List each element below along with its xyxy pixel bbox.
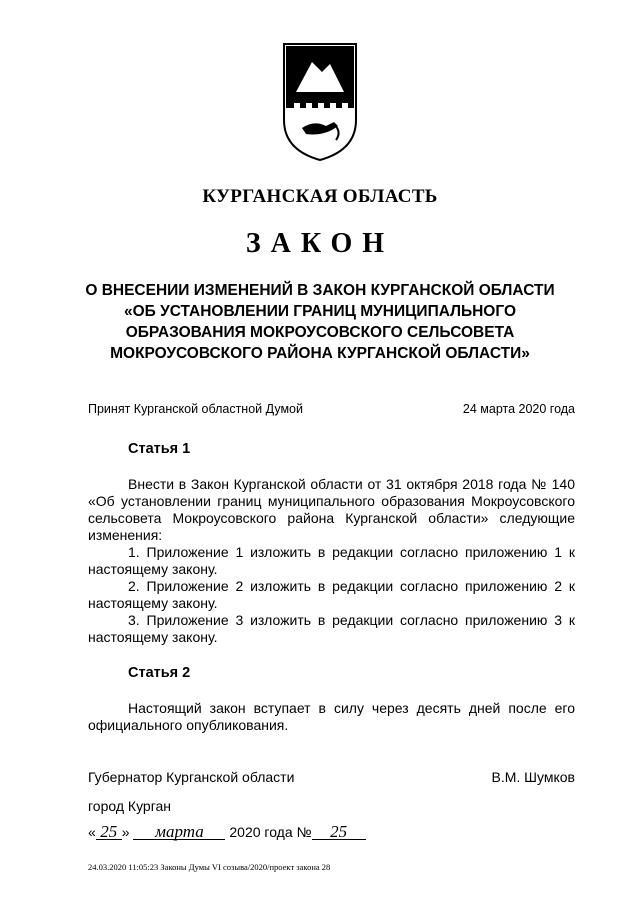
article-1-item-3: 3. Приложение 3 изложить в редакции согласно приложению 3 к настоящему закону. (88, 612, 575, 645)
article-1-item-1: 1. Приложение 1 изложить в редакции согласно приложению 1 к настоящему закону. (88, 544, 575, 577)
date-open-quote: « (88, 824, 96, 840)
adoption-line (88, 402, 575, 416)
document-type: ЗАКОН (245, 228, 395, 259)
signature-line (88, 769, 575, 785)
document-footer: 24.03.2020 11:05:23 Законы Думы VI созыва/2020/проект закона 28 (88, 862, 331, 872)
article-2-text: Настоящий закон вступает в силу через десять дней после его официального опубликования. (88, 700, 575, 733)
law-title: О ВНЕСЕНИИ ИЗМЕНЕНИЙ В ЗАКОН КУРГАНСКОЙ ОБЛАСТИ «ОБ УСТАНОВЛЕНИИ ГРАНИЦ МУНИЦИПАЛЬНОГО ОБРАЗОВАНИЯ МОКРОУСОВСКОГО СЕЛЬСОВЕТА МОКРОУСОВСКОГО РАЙОНА КУРГАНСКОЙ ОБЛАСТИ» (85, 282, 555, 362)
article-2-heading: Статья 2 (128, 665, 191, 681)
date-close-quote: » (121, 824, 130, 840)
adoption-date: 24 марта 2020 года (462, 402, 575, 416)
signer-name: В.М. Шумков (491, 769, 575, 785)
region-heading: КУРГАНСКАЯ ОБЛАСТЬ (202, 186, 438, 207)
article-1-item-2: 2. Приложение 2 изложить в редакции согласно приложению 2 к настоящему закону. (88, 578, 575, 611)
coat-of-arms-icon (282, 42, 358, 162)
handwritten-month: марта (133, 825, 225, 840)
article-1-intro: Внести в Закон Курганской области от 31 октября 2018 года № 140 «Об установлении границ муниципального образования Мокроусовского сельсовета Мокроусовского района Курганской области» следующие изменения: (88, 476, 575, 543)
handwritten-day: 25 (96, 825, 122, 840)
handwritten-number: 25 (312, 825, 366, 840)
year-and-number-label: 2020 года № (229, 824, 312, 840)
signing-city: город Курган (88, 798, 172, 814)
article-1-heading: Статья 1 (128, 441, 191, 457)
signer-position: Губернатор Курганской области (88, 769, 295, 785)
adopted-by: Принят Курганской областной Думой (88, 402, 303, 416)
signing-date-line (88, 824, 366, 840)
